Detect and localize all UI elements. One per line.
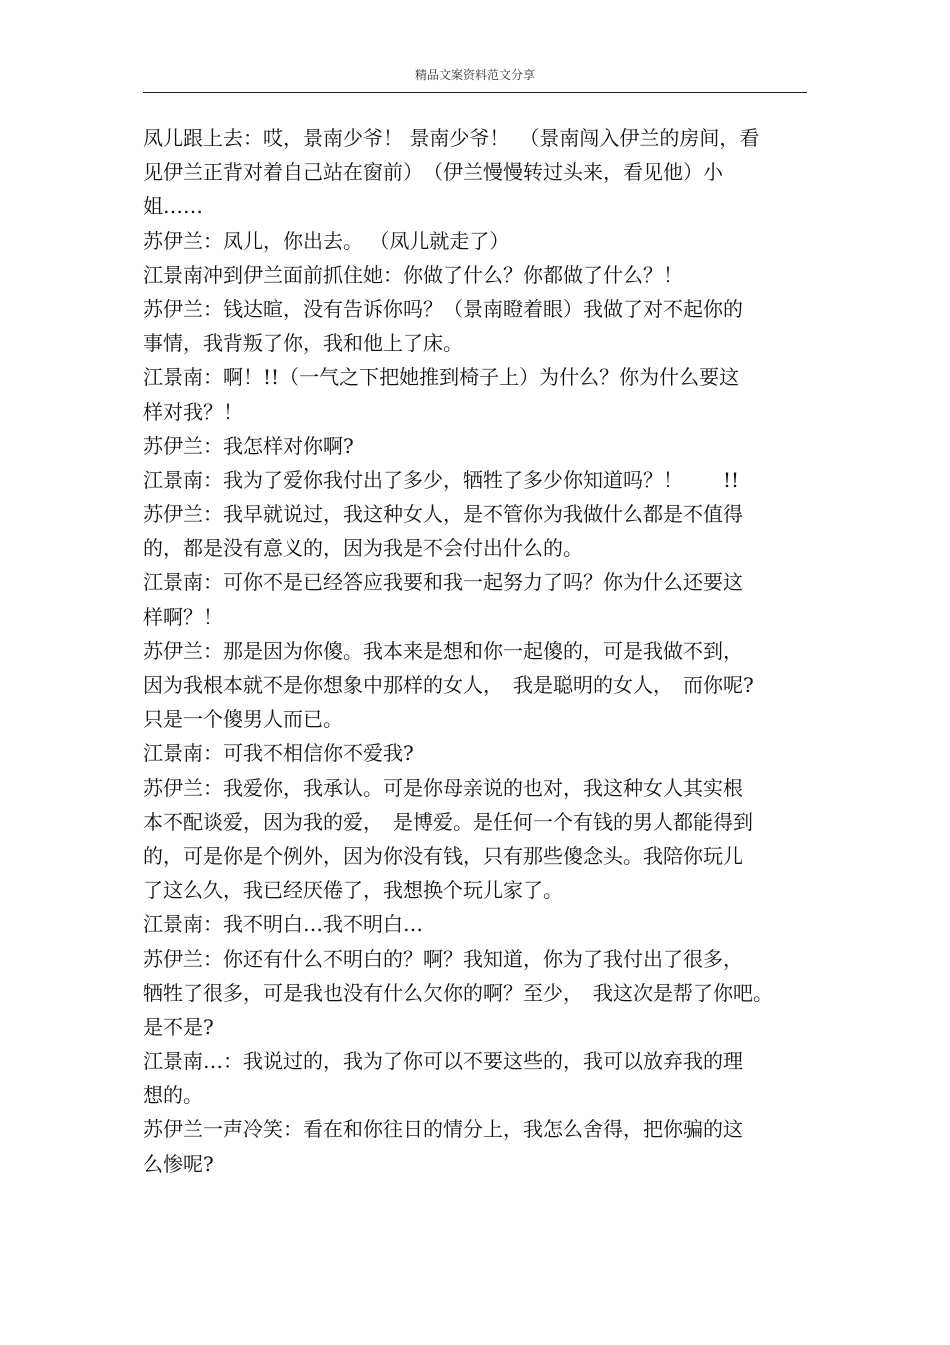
document-body <box>143 121 803 1181</box>
text-line: 江景南…：我说过的，我为了你可以不要这些的，我可以放弃我的理 <box>143 1049 743 1074</box>
text-line: 本不配谈爱，因为我的爱， 是博爱。是任何一个有钱的男人都能得到 <box>143 809 753 834</box>
text-line: 苏伊兰：那是因为你傻。我本来是想和你一起傻的，可是我做不到， <box>143 638 743 663</box>
text-line: 江景南：我为了爱你我付出了多少，牺牲了多少你知道吗？！ !! <box>143 467 740 492</box>
text-line: 见伊兰正背对着自己站在窗前） （伊兰慢慢转过头来，看见他）小 <box>143 160 723 185</box>
text-line: 想的。 <box>143 1083 203 1108</box>
text-line: 事情，我背叛了你，我和他上了床。 <box>143 331 463 356</box>
text-line: 么惨呢? <box>143 1151 214 1176</box>
text-line: 苏伊兰：你还有什么不明白的？啊？我知道，你为了我付出了很多， <box>143 946 743 971</box>
text-line: 苏伊兰：我早就说过，我这种女人，是不管你为我做什么都是不值得 <box>143 502 743 527</box>
text-line: 苏伊兰：钱达暄，没有告诉你吗？（景南瞪着眼）我做了对不起你的 <box>143 296 743 321</box>
text-line: 只是一个傻男人而已。 <box>143 707 343 732</box>
text-line: 的，都是没有意义的，因为我是不会付出什么的。 <box>143 536 583 561</box>
text-line: 样啊？！ <box>143 604 223 629</box>
text-line: 凤儿跟上去：哎，景南少爷！ 景南少爷！ （景南闯入伊兰的房间，看 <box>143 126 760 150</box>
text-line: 的，可是你是个例外，因为你没有钱，只有那些傻念头。我陪你玩儿 <box>143 843 743 868</box>
text-line: 样对我？！ <box>143 399 243 424</box>
text-line: 苏伊兰：凤儿，你出去。 （凤儿就走了） <box>143 228 510 253</box>
text-line: 因为我根本就不是你想象中那样的女人， 我是聪明的女人， 而你呢? <box>143 673 754 697</box>
text-line: 江景南：啊！!!（一气之下把她推到椅子上）为什么？你为什么要这 <box>143 365 740 390</box>
text-line: 江景南冲到伊兰面前抓住她：你做了什么？你都做了什么？！ <box>143 262 683 287</box>
text-line: 江景南：可你不是已经答应我要和我一起努力了吗？你为什么还要这 <box>143 570 743 595</box>
page-header <box>143 64 807 93</box>
text-line: 牺牲了很多，可是我也没有什么欠你的啊？至少， 我这次是帮了你吧。 <box>143 980 773 1005</box>
header-text: 精品文案资料范文分享 <box>414 68 535 82</box>
text-line: 姐…… <box>143 194 203 219</box>
text-line: 苏伊兰一声冷笑：看在和你往日的情分上，我怎么舍得，把你骗的这 <box>143 1117 743 1142</box>
text-line: 是不是? <box>143 1014 214 1039</box>
text-line: 江景南：可我不相信你不爱我? <box>143 741 414 766</box>
text-line: 了这么久，我已经厌倦了，我想换个玩儿家了。 <box>143 878 563 903</box>
text-line: 苏伊兰：我怎样对你啊? <box>143 433 354 458</box>
text-line: 江景南：我不明白…我不明白… <box>143 912 423 937</box>
text-line: 苏伊兰：我爱你，我承认。可是你母亲说的也对，我这种女人其实根 <box>143 775 743 800</box>
